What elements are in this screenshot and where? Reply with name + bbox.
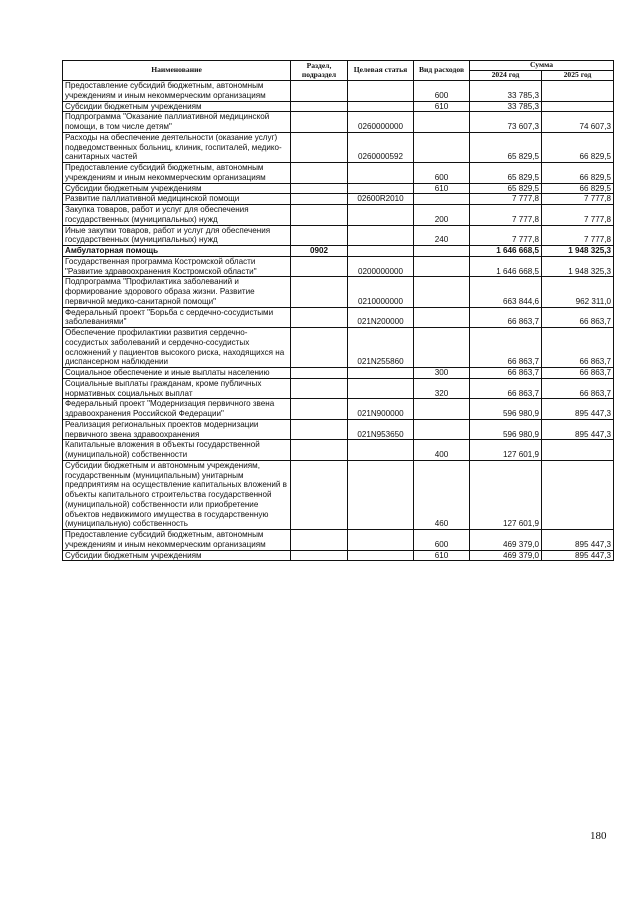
row-target-cell: [348, 530, 414, 551]
row-target-cell: [348, 368, 414, 379]
table-row: [63, 440, 614, 461]
row-expense-type-cell: 300: [414, 368, 470, 379]
row-2024-cell: 65 829,5: [470, 163, 542, 184]
row-expense-type-cell: [414, 256, 470, 277]
row-expense-type-cell: 460: [414, 460, 470, 529]
row-section-cell: [291, 163, 348, 184]
table-row: [63, 277, 614, 307]
row-2025-cell: 1 948 325,3: [542, 256, 614, 277]
row-target-cell: 021N900000: [348, 399, 414, 420]
row-expense-type-cell: [414, 194, 470, 205]
row-section-cell: [291, 399, 348, 420]
row-2024-cell: 66 863,7: [470, 368, 542, 379]
row-2024-cell: 596 980,9: [470, 419, 542, 440]
row-target-cell: 021N953650: [348, 419, 414, 440]
row-expense-type-cell: [414, 132, 470, 162]
row-2025-cell: 7 777,8: [542, 205, 614, 226]
table-row: [63, 246, 614, 257]
table-row: [63, 378, 614, 399]
row-section-cell: [291, 307, 348, 328]
row-expense-type-cell: 600: [414, 530, 470, 551]
row-name-cell: Предоставление субсидий бюджетным, автономным учреждениям и иным некоммерческим организациям: [63, 530, 291, 551]
row-2025-cell: 66 829,5: [542, 132, 614, 162]
row-2025-cell: 7 777,8: [542, 194, 614, 205]
table-row: [63, 225, 614, 246]
row-target-cell: [348, 550, 414, 561]
row-expense-type-cell: [414, 328, 470, 368]
row-target-cell: 0260000592: [348, 132, 414, 162]
table-row: [63, 307, 614, 328]
row-section-cell: [291, 440, 348, 461]
row-expense-type-cell: 610: [414, 550, 470, 561]
row-target-cell: [348, 460, 414, 529]
row-section-cell: [291, 550, 348, 561]
table-row: [63, 132, 614, 162]
row-2025-cell: [542, 440, 614, 461]
row-2025-cell: 895 447,3: [542, 419, 614, 440]
row-target-cell: [348, 183, 414, 194]
row-expense-type-cell: [414, 246, 470, 257]
row-2024-cell: 66 863,7: [470, 328, 542, 368]
row-2025-cell: [542, 101, 614, 112]
row-2025-cell: 895 447,3: [542, 530, 614, 551]
table-row: [63, 112, 614, 133]
row-2024-cell: 65 829,5: [470, 132, 542, 162]
table-row: [63, 205, 614, 226]
row-target-cell: [348, 378, 414, 399]
row-2025-cell: 66 863,7: [542, 378, 614, 399]
table-row: [63, 550, 614, 561]
row-name-cell: Подпрограмма "Оказание паллиативной медицинской помощи, в том числе детям": [63, 112, 291, 133]
row-section-cell: [291, 112, 348, 133]
row-section-cell: [291, 530, 348, 551]
row-2025-cell: 66 829,5: [542, 183, 614, 194]
row-section-cell: [291, 277, 348, 307]
table-header: [63, 61, 614, 81]
row-name-cell: Развитие паллиативной медицинской помощи: [63, 194, 291, 205]
table-row: [63, 399, 614, 420]
row-2025-cell: 74 607,3: [542, 112, 614, 133]
budget-table-sheet: [62, 60, 613, 561]
row-target-cell: [348, 81, 414, 102]
table-row: [63, 194, 614, 205]
row-section-cell: [291, 183, 348, 194]
row-section-cell: [291, 460, 348, 529]
table-row: [63, 530, 614, 551]
row-expense-type-cell: [414, 112, 470, 133]
row-section-cell: [291, 368, 348, 379]
row-2024-cell: 127 601,9: [470, 440, 542, 461]
row-expense-type-cell: 600: [414, 163, 470, 184]
row-expense-type-cell: [414, 307, 470, 328]
row-name-cell: Предоставление субсидий бюджетным, автономным учреждениям и иным некоммерческим организациям: [63, 81, 291, 102]
row-2024-cell: 7 777,8: [470, 194, 542, 205]
row-section-cell: [291, 81, 348, 102]
row-section-cell: [291, 194, 348, 205]
budget-table: [62, 60, 614, 561]
row-2025-cell: 1 948 325,3: [542, 246, 614, 257]
row-name-cell: Реализация региональных проектов модернизации первичного звена здравоохранения: [63, 419, 291, 440]
row-name-cell: Подпрограмма "Профилактика заболеваний и формирование здорового образа жизни. Развитие первичной медико-санитарной помощи": [63, 277, 291, 307]
table-row: [63, 460, 614, 529]
row-expense-type-cell: 320: [414, 378, 470, 399]
header-name: Наименование: [63, 61, 291, 81]
table-row: [63, 256, 614, 277]
row-name-cell: Федеральный проект "Модернизация первичного звена здравоохранения Российской Федерации": [63, 399, 291, 420]
row-2025-cell: 962 311,0: [542, 277, 614, 307]
row-name-cell: Субсидии бюджетным учреждениям: [63, 183, 291, 194]
row-2025-cell: 895 447,3: [542, 399, 614, 420]
row-name-cell: Социальное обеспечение и иные выплаты населению: [63, 368, 291, 379]
row-2024-cell: 596 980,9: [470, 399, 542, 420]
row-name-cell: Федеральный проект "Борьба с сердечно-сосудистыми заболеваниями": [63, 307, 291, 328]
row-name-cell: Капитальные вложения в объекты государственной (муниципальной) собственности: [63, 440, 291, 461]
row-2024-cell: 73 607,3: [470, 112, 542, 133]
row-expense-type-cell: 610: [414, 183, 470, 194]
row-section-cell: [291, 205, 348, 226]
row-target-cell: [348, 163, 414, 184]
row-name-cell: Субсидии бюджетным и автономным учреждениям, государственным (муниципальным) унитарным предприятиям на осуществление капитальных вложений в объекты капитального строительства государственной (муниципальной) собственности или приобретение объектов недвижимого имущества в государственную (муниципальную) собственность: [63, 460, 291, 529]
row-section-cell: [291, 256, 348, 277]
row-name-cell: Государственная программа Костромской области "Развитие здравоохранения Костромской области": [63, 256, 291, 277]
row-name-cell: Иные закупки товаров, работ и услуг для обеспечения государственных (муниципальных) нужд: [63, 225, 291, 246]
row-2025-cell: [542, 460, 614, 529]
row-2024-cell: 1 646 668,5: [470, 246, 542, 257]
row-target-cell: 021N200000: [348, 307, 414, 328]
row-expense-type-cell: [414, 277, 470, 307]
row-section-cell: 0902: [291, 246, 348, 257]
row-2024-cell: 7 777,8: [470, 225, 542, 246]
row-name-cell: Расходы на обеспечение деятельности (оказание услуг) подведомственных больниц, клиник, госпиталей, медико-санитарных частей: [63, 132, 291, 162]
header-section: Раздел, подраздел: [291, 61, 348, 81]
row-target-cell: [348, 440, 414, 461]
row-expense-type-cell: [414, 419, 470, 440]
row-section-cell: [291, 328, 348, 368]
table-body: [63, 81, 614, 561]
row-2024-cell: 33 785,3: [470, 81, 542, 102]
row-2025-cell: 895 447,3: [542, 550, 614, 561]
row-section-cell: [291, 225, 348, 246]
header-sum: Сумма: [470, 61, 614, 71]
row-name-cell: Социальные выплаты гражданам, кроме публичных нормативных социальных выплат: [63, 378, 291, 399]
row-expense-type-cell: 240: [414, 225, 470, 246]
row-expense-type-cell: [414, 399, 470, 420]
row-target-cell: 021N255860: [348, 328, 414, 368]
header-year-2025: 2025 год: [542, 71, 614, 81]
row-2025-cell: 7 777,8: [542, 225, 614, 246]
row-target-cell: [348, 205, 414, 226]
row-target-cell: 02600R2010: [348, 194, 414, 205]
row-section-cell: [291, 378, 348, 399]
row-section-cell: [291, 101, 348, 112]
table-row: [63, 328, 614, 368]
table-row: [63, 163, 614, 184]
row-2025-cell: 66 863,7: [542, 328, 614, 368]
row-2024-cell: 127 601,9: [470, 460, 542, 529]
row-2025-cell: 66 829,5: [542, 163, 614, 184]
row-2024-cell: 469 379,0: [470, 550, 542, 561]
row-2025-cell: 66 863,7: [542, 368, 614, 379]
row-section-cell: [291, 419, 348, 440]
row-name-cell: Закупка товаров, работ и услуг для обеспечения государственных (муниципальных) нужд: [63, 205, 291, 226]
row-2024-cell: 7 777,8: [470, 205, 542, 226]
row-2024-cell: 33 785,3: [470, 101, 542, 112]
row-name-cell: Субсидии бюджетным учреждениям: [63, 101, 291, 112]
row-2024-cell: 663 844,6: [470, 277, 542, 307]
row-expense-type-cell: 610: [414, 101, 470, 112]
row-expense-type-cell: 400: [414, 440, 470, 461]
row-expense-type-cell: 200: [414, 205, 470, 226]
row-2024-cell: 65 829,5: [470, 183, 542, 194]
row-target-cell: [348, 101, 414, 112]
row-section-cell: [291, 132, 348, 162]
page-number: 180: [590, 830, 607, 842]
row-target-cell: 0210000000: [348, 277, 414, 307]
row-2024-cell: 469 379,0: [470, 530, 542, 551]
row-2025-cell: 66 863,7: [542, 307, 614, 328]
table-row: [63, 183, 614, 194]
row-name-cell: Обеспечение профилактики развития сердечно-сосудистых заболеваний и сердечно-сосудистых осложнений у пациентов высокого риска, находящихся на диспансерном наблюдении: [63, 328, 291, 368]
header-expense-type: Вид расходов: [414, 61, 470, 81]
row-name-cell: Субсидии бюджетным учреждениям: [63, 550, 291, 561]
row-2025-cell: [542, 81, 614, 102]
table-row: [63, 368, 614, 379]
row-name-cell: Амбулаторная помощь: [63, 246, 291, 257]
table-row: [63, 81, 614, 102]
header-year-2024: 2024 год: [470, 71, 542, 81]
row-2024-cell: 66 863,7: [470, 307, 542, 328]
table-row: [63, 101, 614, 112]
row-name-cell: Предоставление субсидий бюджетным, автономным учреждениям и иным некоммерческим организациям: [63, 163, 291, 184]
row-2024-cell: 66 863,7: [470, 378, 542, 399]
row-expense-type-cell: 600: [414, 81, 470, 102]
table-row: [63, 419, 614, 440]
header-target: Целевая статья: [348, 61, 414, 81]
row-target-cell: [348, 225, 414, 246]
row-target-cell: 0260000000: [348, 112, 414, 133]
row-2024-cell: 1 646 668,5: [470, 256, 542, 277]
row-target-cell: [348, 246, 414, 257]
row-target-cell: 0200000000: [348, 256, 414, 277]
